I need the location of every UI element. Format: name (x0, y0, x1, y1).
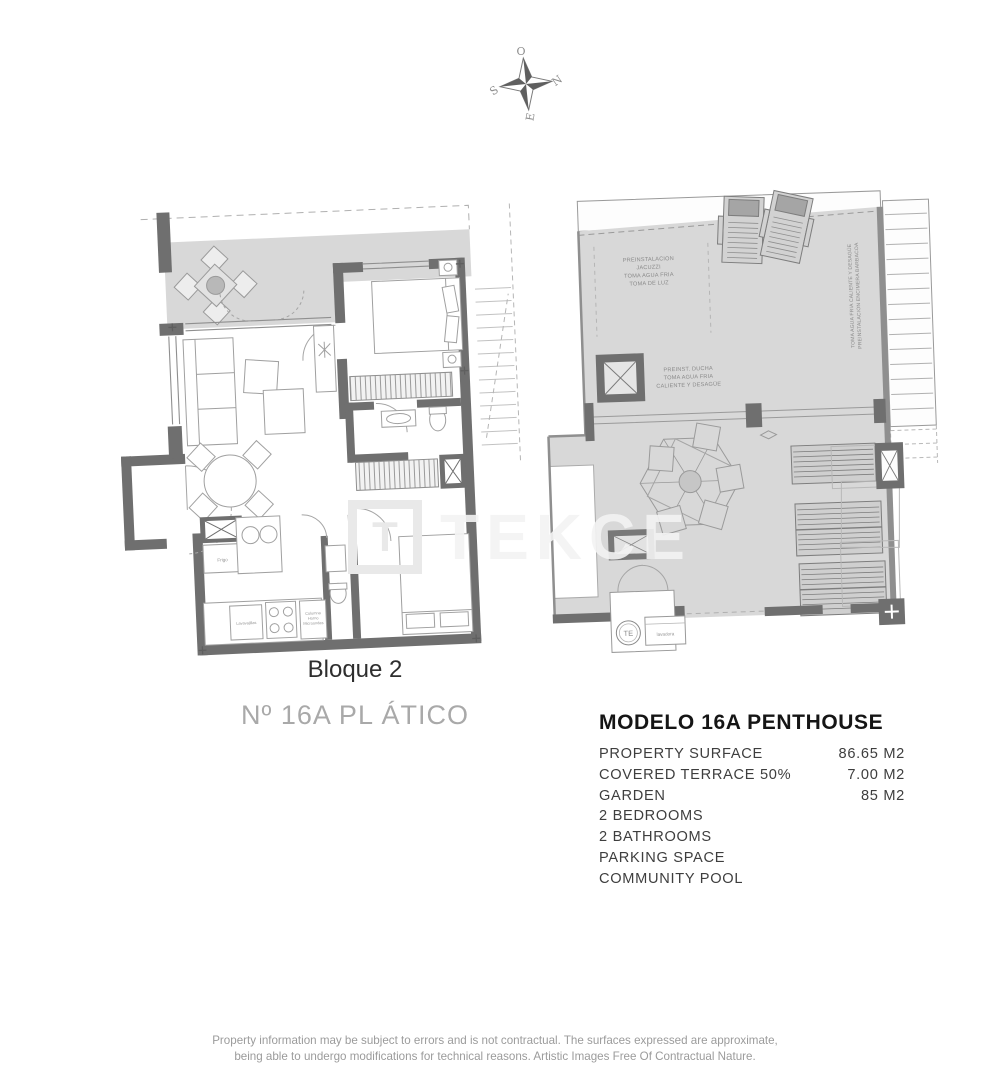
terrace-table (206, 276, 225, 295)
oven-column-label-3: Microondas (303, 620, 324, 626)
disclaimer-line: Property information may be subject to errors and is not contractual. The surfaces expressed are approximate, (212, 1034, 778, 1047)
spec-label: PROPERTY SURFACE (599, 746, 763, 762)
compass-star-shading (500, 58, 552, 110)
block-label: Bloque 2 (307, 656, 403, 683)
disclaimer-line: being able to undergo modifications for technical reasons. Artistic Images Free Of Contractual Nature. (234, 1050, 756, 1064)
compass-rose (487, 45, 565, 122)
stairwell (882, 199, 937, 464)
spec-row (599, 850, 905, 871)
oven-column-label-1: Columna (305, 610, 321, 616)
hob (265, 601, 297, 638)
kitchen (200, 512, 327, 645)
sideboard (313, 325, 336, 392)
svg-text:TOMA AGUA FRIA: TOMA AGUA FRIA (624, 272, 674, 280)
spec-value: 85 M2 (860, 787, 905, 804)
shower-tray (596, 353, 646, 403)
watermark-text: TEKCE (440, 501, 692, 573)
spec-row (599, 788, 905, 809)
sofa (183, 338, 238, 446)
solarium-plan (538, 184, 944, 655)
spec-value: 7.00 M2 (847, 766, 905, 783)
vent-box (875, 442, 905, 489)
shower-note: PREINST. DUCHA (663, 365, 714, 374)
compass-letter-north: N (549, 72, 565, 89)
compass-letter-east: E (523, 111, 538, 122)
spec-label: PARKING SPACE (599, 849, 726, 866)
spec-panel-title: MODELO 16A PENTHOUSE (599, 711, 884, 734)
te-logo-text: TE (623, 628, 634, 639)
planter (608, 529, 655, 561)
sink-2 (325, 545, 346, 572)
fridge-label: Frigo (217, 557, 228, 563)
spec-row (599, 829, 905, 850)
svg-text:TOMA DE LUZ: TOMA DE LUZ (629, 280, 669, 288)
spec-row (599, 871, 905, 892)
adjacent-roof (550, 465, 599, 598)
bathroom-1 (381, 406, 447, 433)
washer-label: lavadora (656, 631, 675, 637)
svg-text:JACUZZI: JACUZZI (636, 264, 661, 272)
spec-row (599, 767, 905, 788)
coffee-table (244, 360, 279, 395)
wardrobe-1 (350, 372, 453, 400)
dining-table (203, 454, 257, 508)
duct-box (439, 454, 466, 489)
svg-text:TOMA AGUA FRIA CALIENTE Y DESA: TOMA AGUA FRIA CALIENTE Y DESAGÜE (846, 243, 857, 349)
spec-label: 2 BATHROOMS (599, 829, 712, 846)
dishwasher-label: Lavavajillas (236, 619, 257, 626)
svg-text:TOMA AGUA FRIA: TOMA AGUA FRIA (663, 373, 714, 382)
watermark-logo: T (348, 500, 422, 574)
svg-text:PREINSTALACION ENCIMERA BARBAC: PREINSTALACION ENCIMERA BARBACOA (853, 242, 864, 349)
unit-label: Nº 16A PL ÁTICO (241, 700, 469, 730)
apartment-plan (110, 198, 528, 659)
spec-label: COMMUNITY POOL (599, 870, 744, 887)
spec-label: GARDEN (599, 787, 666, 804)
compass-letter-south: S (487, 83, 501, 99)
spec-label: 2 BEDROOMS (599, 808, 704, 825)
svg-text:CALIENTE Y DESAGÜE: CALIENTE Y DESAGÜE (656, 381, 722, 390)
jacuzzi-note: PREINSTALACION (622, 256, 675, 264)
wardrobe-2 (355, 459, 438, 491)
exterior-stairs (475, 288, 518, 445)
spec-row (599, 746, 905, 767)
kitchen-peninsula (236, 516, 282, 574)
coffee-table-2 (263, 389, 305, 435)
spec-panel (599, 711, 905, 892)
oven-column-label-2: Horno (307, 615, 319, 621)
disclaimer (121, 1033, 869, 1066)
washer (645, 616, 686, 645)
spec-value: 86.65 M2 (838, 746, 905, 762)
compass-letter-west: O (516, 45, 526, 58)
spec-label: COVERED TERRACE 50% (599, 766, 792, 783)
spec-row (599, 808, 905, 829)
exterior-stairs-edge (476, 204, 520, 463)
living-room (181, 325, 341, 522)
